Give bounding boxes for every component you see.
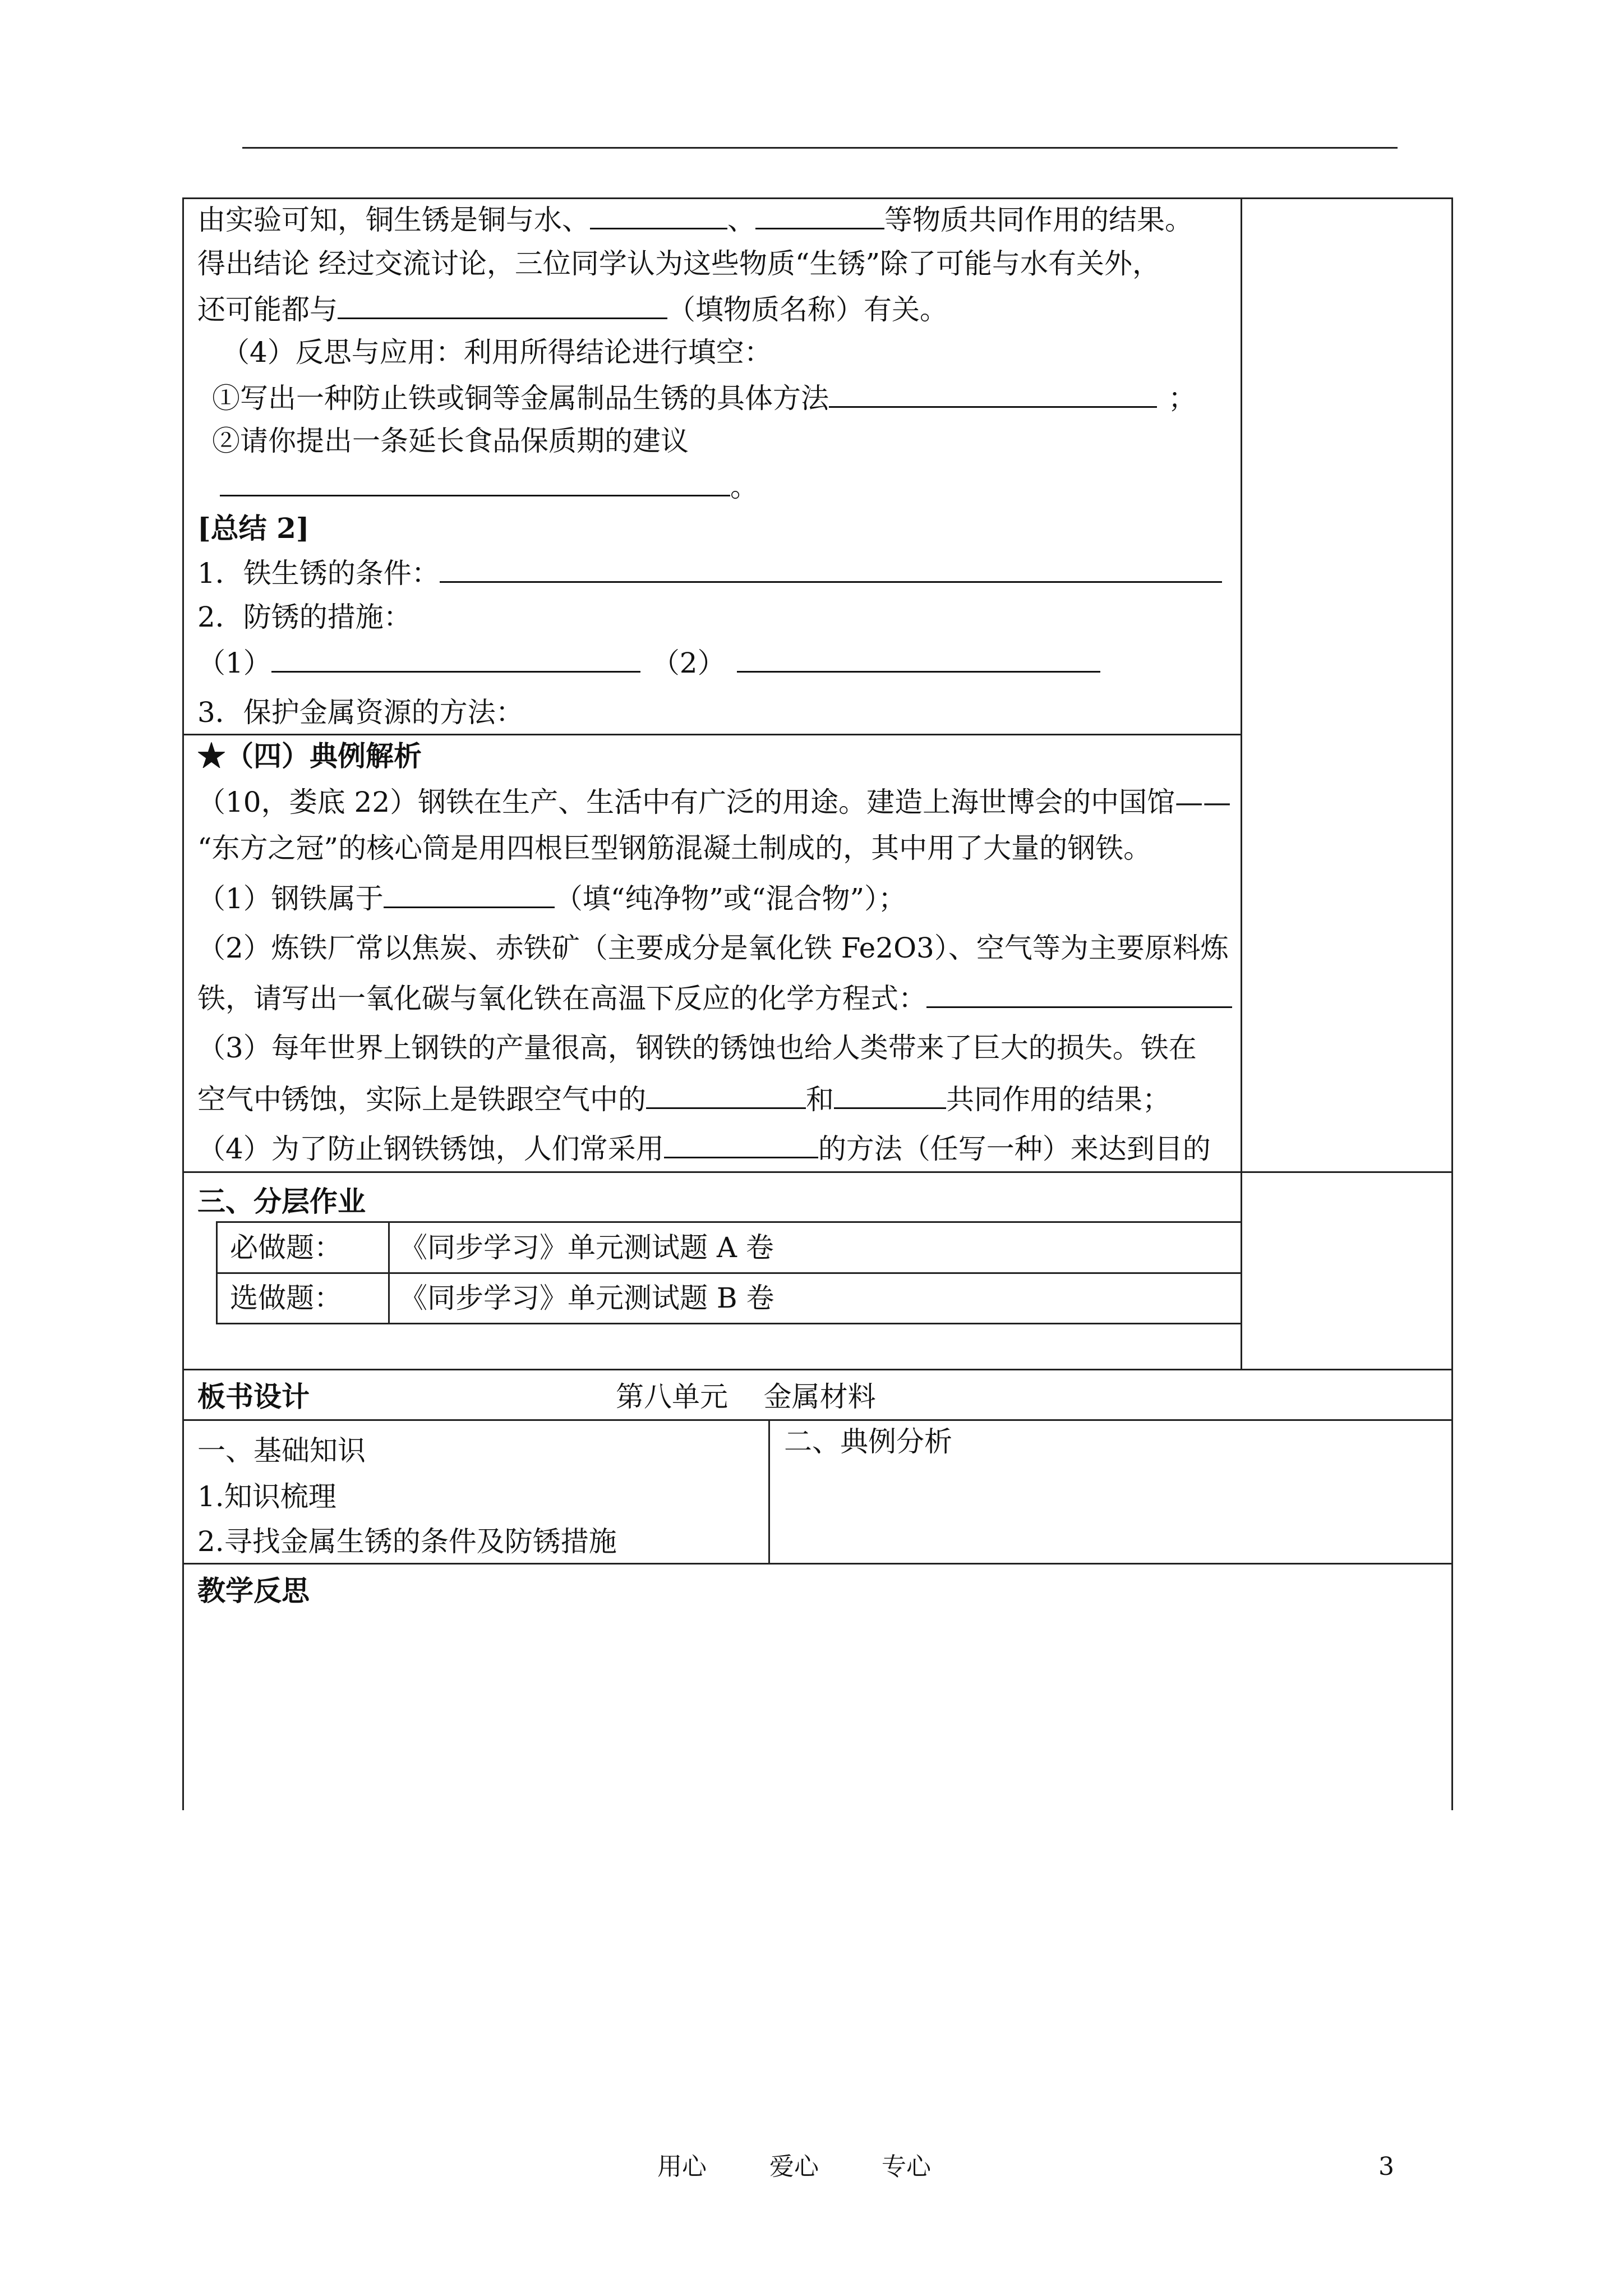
header-rule [242, 147, 1398, 149]
answer-blank[interactable] [737, 645, 1100, 673]
example-title: ★（四）典例解析 [197, 739, 422, 772]
board-right-title: 二、典例分析 [784, 1425, 952, 1458]
homework-table-top [216, 1221, 1241, 1223]
footer-word: 爱心 [769, 2152, 819, 2181]
answer-blank[interactable] [220, 469, 730, 496]
homework-optional-label: 选做题： [230, 1282, 342, 1314]
food-preservation-question: ②请你提出一条延长食品保质期的建议 [212, 425, 689, 457]
board-design-subtitle: 第八单元 金属材料 [616, 1381, 876, 1413]
footer-word: 专心 [882, 2152, 931, 2181]
homework-table-mid [216, 1272, 1241, 1274]
example-question-1: （1）钢铁属于 （填“纯净物”或“混合物”）； [197, 881, 906, 915]
table-border-top [182, 197, 1451, 199]
board-left-item: 1.知识梳理 [197, 1480, 336, 1513]
board-left-item: 2.寻找金属生锈的条件及防锈措施 [197, 1525, 617, 1558]
board-design-title: 板书设计 [197, 1380, 310, 1413]
example-line: （10，娄底 22）钢铁在生产、生活中有广泛的用途。建造上海世博会的中国馆—— [197, 786, 1232, 818]
table-border-right [1451, 197, 1453, 1810]
footer-word: 用心 [657, 2152, 707, 2181]
homework-required-label: 必做题： [230, 1231, 342, 1264]
row-separator-example [182, 734, 1242, 735]
page-number: 3 [1378, 2152, 1394, 2181]
rust-prevention-question: ①写出一种防止铁或铜等金属制品生锈的具体方法 ； [212, 380, 1196, 415]
answer-blank[interactable] [384, 881, 555, 908]
summary-item-rust-conditions: 1．铁生锈的条件： [197, 555, 1222, 590]
board-column-divider [768, 1419, 770, 1564]
homework-table-divider [388, 1221, 390, 1324]
example-question-4: （4）为了防止钢铁锈蚀，人们常采用 的方法（任写一种）来达到目的 [197, 1131, 1211, 1166]
summary-title: [总结 2] [197, 512, 310, 545]
homework-required-value: 《同步学习》单元测试题 A 卷 [399, 1231, 774, 1264]
example-equation-line: 铁，请写出一氧化碳与氧化铁在高温下反应的化学方程式： [197, 981, 1232, 1015]
answer-blank[interactable] [926, 981, 1232, 1008]
row-separator-board [182, 1369, 1453, 1370]
row-separator-board-content [182, 1419, 1453, 1421]
homework-optional-value: 《同步学习》单元测试题 B 卷 [399, 1282, 774, 1314]
summary-item-prevention: 2．防锈的措施： [197, 601, 412, 633]
summary-item-resource-protection: 3．保护金属资源的方法： [197, 696, 524, 729]
table-column-divider [1241, 197, 1242, 1369]
answer-blank[interactable] [646, 1082, 806, 1109]
conclusion-blank-line: 还可能都与 （填物质名称）有关。 [197, 292, 948, 326]
answer-blank[interactable] [755, 202, 884, 229]
example-question-3: （3）每年世界上钢铁的产量很高，钢铁的锈蚀也给人类带来了巨大的损失。铁在 [197, 1032, 1197, 1064]
answer-blank[interactable] [338, 292, 667, 319]
summary-prevention-blanks: （1） （2） [197, 645, 1100, 680]
example-line: “东方之冠”的核心筒是用四根巨型钢筋混凝土制成的，其中用了大量的钢铁。 [197, 832, 1152, 864]
conclusion-text-line: 得出结论 经过交流讨论，三位同学认为这些物质“生锈”除了可能与水有关外， [197, 247, 1161, 280]
example-question-3-blanks: 空气中锈蚀，实际上是铁跟空气中的 和 共同作用的结果； [197, 1082, 1170, 1116]
board-left-title: 一、基础知识 [197, 1434, 366, 1467]
table-border-left [182, 197, 184, 1810]
row-separator-reflection [182, 1563, 1453, 1565]
experiment-conclusion-line: 由实验可知，铜生锈是铜与水、 、 等物质共同作用的结果。 [197, 202, 1193, 237]
row-separator-homework [182, 1171, 1453, 1173]
answer-blank[interactable] [834, 1082, 946, 1109]
answer-blank[interactable] [271, 645, 640, 673]
answer-blank[interactable] [590, 202, 727, 229]
food-preservation-answer-line: 。 [220, 469, 758, 504]
answer-blank[interactable] [664, 1131, 818, 1158]
reflection-application-heading: （4）反思与应用：利用所得结论进行填空： [222, 336, 772, 369]
answer-blank[interactable] [829, 380, 1157, 408]
example-question-2: （2）炼铁厂常以焦炭、赤铁矿（主要成分是氧化铁 Fe2O3）、空气等为主要原料炼 [197, 932, 1229, 964]
answer-blank[interactable] [440, 555, 1222, 583]
homework-table-bottom [216, 1323, 1241, 1324]
homework-table-left [216, 1221, 218, 1324]
homework-title: 三、分层作业 [197, 1185, 366, 1218]
teaching-reflection-title: 教学反思 [197, 1574, 310, 1607]
